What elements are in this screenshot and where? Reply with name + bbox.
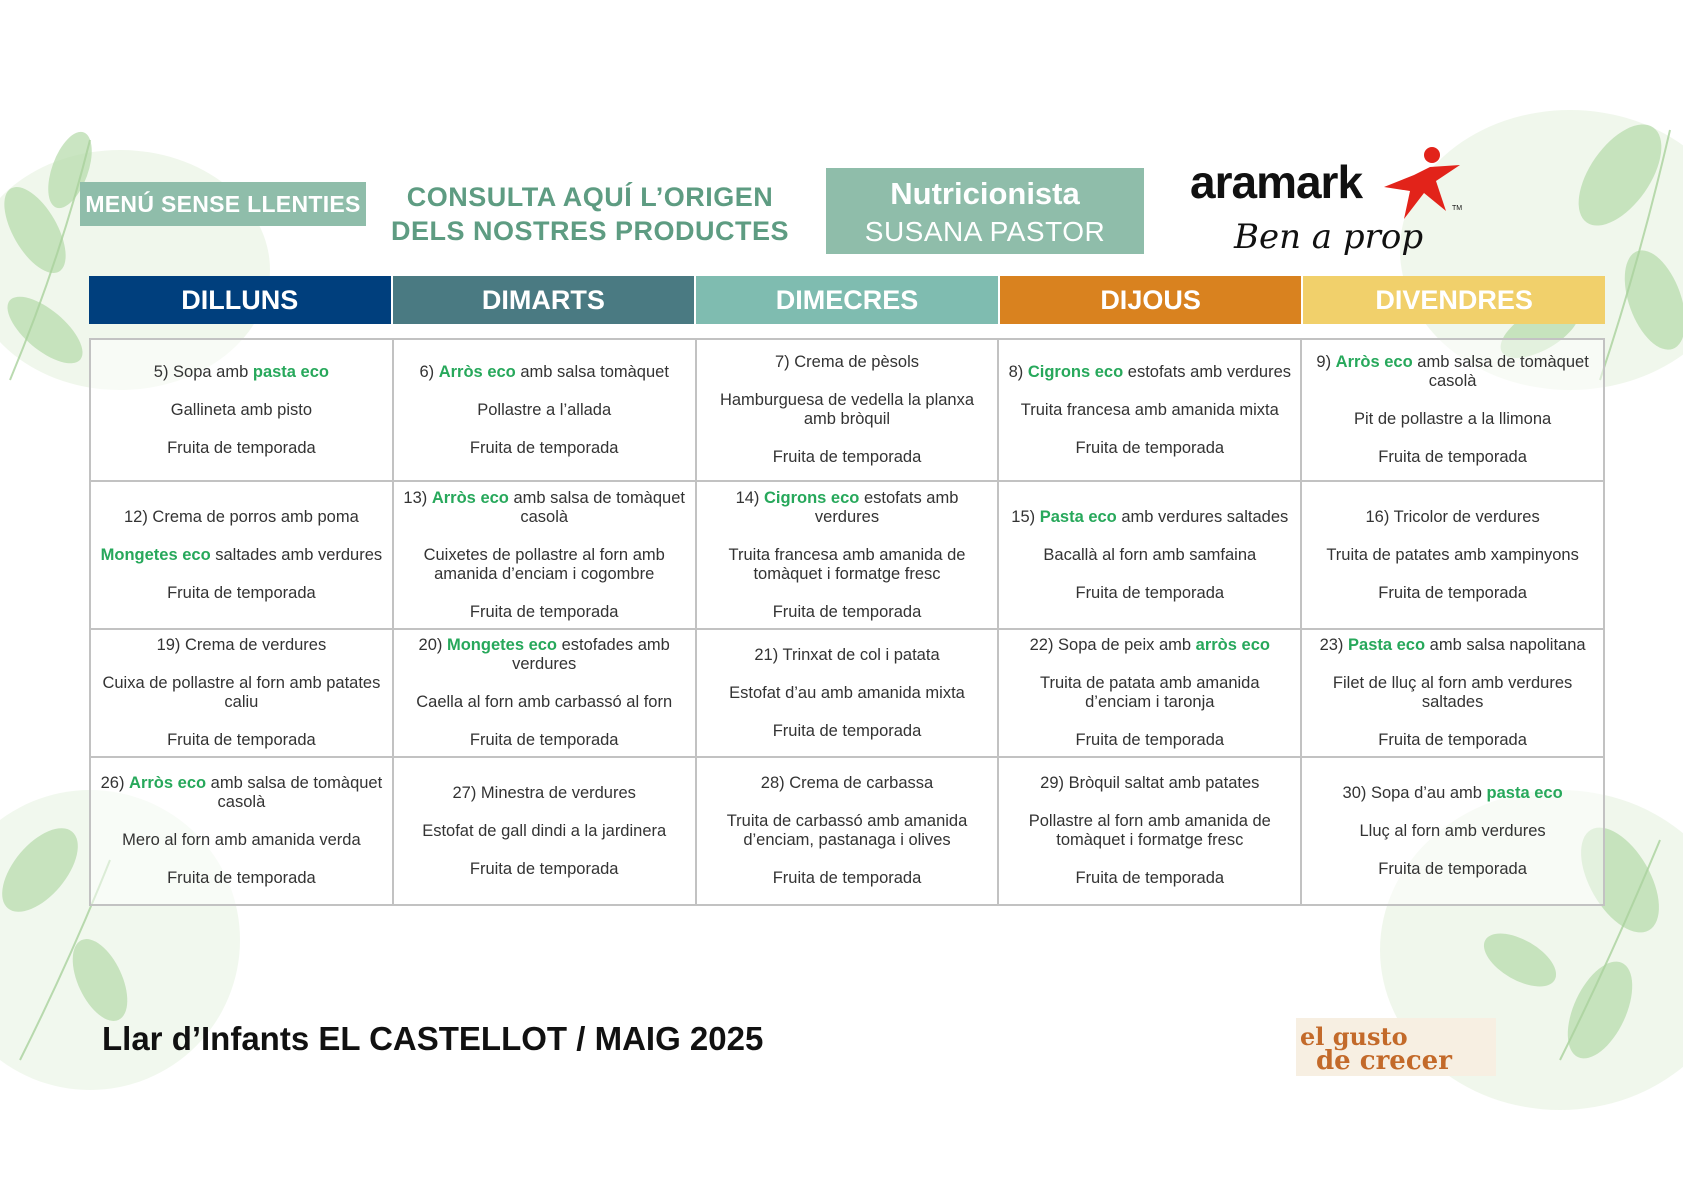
dish-text: estofades amb verdures — [512, 636, 670, 673]
menu-table — [89, 338, 1605, 906]
day-header-dilluns: DILLUNS — [89, 276, 391, 324]
gusto-de-crecer-logo — [1296, 1018, 1496, 1076]
dish-text: Bacallà al forn amb samfaina — [1043, 545, 1257, 564]
dish-line — [705, 869, 990, 888]
dish-text: 23) — [1319, 636, 1349, 654]
eco-ingredient: Arròs eco — [431, 488, 509, 507]
weekday-header — [89, 276, 1605, 324]
menu-day-cell — [393, 481, 696, 629]
dish-line — [705, 812, 990, 850]
gusto-logo-line-2: de crecer — [1316, 1046, 1452, 1076]
dish-line — [705, 391, 990, 429]
dish-line — [99, 439, 384, 458]
menu-day-cell — [393, 757, 696, 905]
menu-day-cell — [90, 629, 393, 757]
dish-line — [99, 401, 384, 420]
aramark-tagline: Ben a prop — [1234, 217, 1424, 257]
dish-text: Fruita de temporada — [469, 859, 619, 878]
week-row — [90, 481, 1604, 629]
dish-line — [1007, 584, 1292, 603]
product-origin-link[interactable] — [390, 180, 790, 248]
eco-ingredient: Arròs eco — [438, 362, 516, 381]
dish-line — [99, 731, 384, 750]
menu-day-cell — [1301, 629, 1604, 757]
dish-text: 21) Trinxat de col i patata — [754, 645, 940, 664]
dish-line — [402, 731, 687, 750]
dish-text: amb salsa napolitana — [1425, 636, 1586, 654]
dish-text: 5) Sopa amb — [153, 362, 253, 381]
dish-text: 26) — [100, 774, 130, 792]
eco-ingredient: Pasta eco — [1348, 636, 1426, 654]
star-figure-icon — [1374, 145, 1464, 225]
eco-ingredient: pasta eco — [252, 362, 329, 381]
dish-text: Cuixa de pollastre al forn amb patates caliu — [102, 674, 381, 711]
dish-text: Truita de patates amb xampinyons — [1326, 545, 1579, 564]
menu-day-cell — [998, 629, 1301, 757]
gusto-logo-line-1: el gusto — [1300, 1022, 1408, 1051]
dish-text: 16) Tricolor de verdures — [1365, 507, 1540, 526]
dish-text: Fruita de temporada — [772, 448, 922, 466]
dish-line — [1310, 860, 1595, 879]
dish-line — [402, 363, 687, 382]
dish-text: Pollastre a l’allada — [477, 400, 612, 419]
dish-line — [402, 784, 687, 803]
dish-text: Estofat d’au amb amanida mixta — [729, 683, 965, 702]
nutritionist-box — [826, 168, 1144, 254]
dish-text: amb salsa de tomàquet casolà — [206, 774, 383, 811]
dish-text: Fruita de temporada — [1378, 859, 1527, 878]
dish-line — [402, 636, 687, 674]
dish-text: Fruita de temporada — [469, 602, 619, 621]
dish-line — [1007, 546, 1292, 565]
dish-text: Fruita de temporada — [1378, 448, 1527, 466]
eco-ingredient: Cigrons eco — [764, 488, 860, 507]
dish-text: Mero al forn amb amanida verda — [122, 831, 361, 849]
week-row — [90, 339, 1604, 481]
eco-ingredient: Pasta eco — [1039, 507, 1117, 526]
dish-line — [1310, 674, 1595, 712]
dish-line — [99, 636, 384, 655]
dish-text: Gallineta amb pisto — [170, 400, 313, 419]
eco-ingredient: Arròs eco — [129, 774, 207, 792]
dish-text: Fruita de temporada — [772, 721, 922, 740]
dish-line — [402, 603, 687, 622]
dish-text: 7) Crema de pèsols — [775, 353, 919, 371]
dish-text: 12) Crema de porros amb poma — [124, 507, 359, 526]
menu-day-cell — [696, 339, 999, 481]
dish-text: 14) — [735, 488, 764, 507]
dish-text: 29) Bròquil saltat amb patates — [1040, 774, 1260, 792]
dish-line — [99, 546, 384, 565]
dish-line — [1007, 401, 1292, 420]
dish-text: Fruita de temporada — [1378, 731, 1527, 749]
dish-line — [402, 401, 687, 420]
day-header-dimarts: DIMARTS — [393, 276, 695, 324]
origin-line-1: CONSULTA AQUÍ L’ORIGEN — [406, 182, 774, 212]
dish-line — [1007, 812, 1292, 850]
menu-day-cell — [90, 481, 393, 629]
dish-line — [1310, 508, 1595, 527]
dish-line — [99, 774, 384, 812]
dish-line — [705, 546, 990, 584]
school-month-title: Llar d’Infants EL CASTELLOT / MAIG 2025 — [102, 1020, 764, 1057]
dish-text: Fruita de temporada — [1075, 583, 1225, 602]
dish-text: amb verdures saltades — [1116, 507, 1289, 526]
eco-ingredient: Mongetes eco — [446, 636, 558, 654]
dish-text: Estofat de gall dindi a la jardinera — [422, 821, 667, 840]
origin-line-2: DELS NOSTRES PRODUCTES — [390, 216, 790, 246]
dish-text: Filet de lluç al forn amb verdures saltades — [1332, 674, 1573, 711]
dish-text: Fruita de temporada — [167, 731, 316, 749]
dish-line — [1310, 410, 1595, 429]
dish-text: Hamburguesa de vedella la planxa amb bròquil — [719, 391, 975, 428]
dish-line — [705, 722, 990, 741]
dish-line — [99, 508, 384, 527]
eco-ingredient: pasta eco — [1486, 783, 1563, 802]
dish-text: Fruita de temporada — [167, 438, 316, 457]
day-header-dimecres: DIMECRES — [696, 276, 998, 324]
nutritionist-title: Nutricionista — [890, 176, 1080, 211]
dish-line — [705, 353, 990, 372]
dish-text: amb salsa de tomàquet casolà — [1412, 353, 1589, 390]
dish-line — [705, 774, 990, 793]
dish-text: 15) — [1011, 507, 1040, 526]
dish-line — [1310, 584, 1595, 603]
eco-ingredient: Mongetes eco — [100, 545, 211, 564]
dish-text: Fruita de temporada — [469, 731, 619, 749]
dish-line — [1310, 546, 1595, 565]
dish-text: Fruita de temporada — [1075, 438, 1225, 457]
dish-text: 28) Crema de carbassa — [760, 774, 934, 792]
dish-text: 19) Crema de verdures — [156, 636, 327, 654]
dish-text: Fruita de temporada — [1075, 731, 1225, 749]
dish-text: Truita de patata amb amanida d’enciam i taronja — [1040, 674, 1260, 711]
dish-line — [1007, 439, 1292, 458]
menu-day-cell — [90, 339, 393, 481]
dish-line — [1310, 636, 1595, 655]
dish-line — [1007, 674, 1292, 712]
dish-text: amb salsa de tomàquet casolà — [508, 488, 685, 526]
menu-day-cell — [90, 757, 393, 905]
dish-line — [402, 860, 687, 879]
dish-line — [402, 439, 687, 458]
dish-text: amb salsa tomàquet — [515, 362, 669, 381]
dish-line — [1310, 822, 1595, 841]
dish-text: Fruita de temporada — [1075, 869, 1225, 887]
dish-line — [99, 674, 384, 712]
dish-text: estofats amb verdures — [814, 488, 959, 526]
dish-text: 13) — [403, 488, 432, 507]
dish-line — [402, 489, 687, 527]
dish-text: Truita francesa amb amanida de tomàquet i formatge fresc — [728, 545, 966, 583]
dish-line — [705, 646, 990, 665]
menu-day-cell — [998, 481, 1301, 629]
dish-line — [705, 448, 990, 467]
dish-line — [1310, 353, 1595, 391]
dish-line — [1310, 731, 1595, 750]
week-row — [90, 629, 1604, 757]
eco-ingredient: arròs eco — [1195, 636, 1270, 654]
dish-line — [1007, 508, 1292, 527]
dish-line — [705, 684, 990, 703]
dish-line — [1007, 774, 1292, 793]
dish-text: Fruita de temporada — [1378, 583, 1527, 602]
nutritionist-name: SUSANA PASTOR — [864, 216, 1106, 247]
dish-text: 6) — [419, 362, 439, 381]
day-header-divendres: DIVENDRES — [1303, 276, 1605, 324]
dish-text: 22) Sopa de peix amb — [1029, 636, 1196, 654]
dish-text: saltades amb verdures — [210, 545, 383, 564]
dish-line — [1007, 869, 1292, 888]
dish-text: Pit de pollastre a la llimona — [1354, 410, 1552, 428]
dish-text: Cuixetes de pollastre al forn amb amanida d’enciam i cogombre — [423, 545, 665, 583]
dish-text: Truita francesa amb amanida mixta — [1020, 400, 1279, 419]
dish-line — [1310, 448, 1595, 467]
dish-line — [705, 603, 990, 622]
day-header-dijous: DIJOUS — [1000, 276, 1302, 324]
menu-day-cell — [1301, 339, 1604, 481]
dish-text: Fruita de temporada — [772, 869, 922, 887]
trademark-mark: TM — [1452, 205, 1463, 212]
dish-text: Lluç al forn amb verdures — [1359, 821, 1546, 840]
dish-line — [705, 489, 990, 527]
dish-line — [99, 869, 384, 888]
week-row — [90, 757, 1604, 905]
dish-text: Fruita de temporada — [167, 869, 316, 887]
dish-line — [1007, 731, 1292, 750]
menu-day-cell — [696, 481, 999, 629]
aramark-logo — [1190, 145, 1470, 265]
menu-day-cell — [998, 339, 1301, 481]
aramark-wordmark: aramark — [1190, 156, 1363, 208]
dish-line — [99, 363, 384, 382]
dish-text: Fruita de temporada — [469, 438, 619, 457]
menu-day-cell — [1301, 481, 1604, 629]
dish-text: Fruita de temporada — [772, 602, 922, 621]
dish-text: estofats amb verdures — [1123, 362, 1292, 381]
dish-text: 8) — [1008, 362, 1028, 381]
dish-line — [1310, 784, 1595, 803]
menu-day-cell — [696, 629, 999, 757]
eco-ingredient: Arròs eco — [1335, 353, 1413, 371]
dish-line — [402, 822, 687, 841]
menu-day-cell — [393, 339, 696, 481]
dish-text: Caella al forn amb carbassó al forn — [416, 693, 673, 711]
menu-type-badge: MENÚ SENSE LLENTIES — [80, 182, 366, 226]
dish-text: Pollastre al forn amb amanida de tomàquet i formatge fresc — [1028, 812, 1271, 849]
dish-line — [99, 831, 384, 850]
menu-day-cell — [393, 629, 696, 757]
dish-line — [402, 546, 687, 584]
dish-text: 27) Minestra de verdures — [452, 783, 636, 802]
dish-text: Fruita de temporada — [167, 583, 316, 602]
eco-ingredient: Cigrons eco — [1027, 362, 1124, 381]
dish-text: 30) Sopa d’au amb — [1342, 783, 1487, 802]
menu-day-cell — [1301, 757, 1604, 905]
dish-line — [1007, 636, 1292, 655]
dish-line — [1007, 363, 1292, 382]
menu-day-cell — [696, 757, 999, 905]
dish-text: 9) — [1316, 353, 1336, 371]
dish-line — [402, 693, 687, 712]
dish-text: 20) — [418, 636, 447, 654]
dish-text: Truita de carbassó amb amanida d’enciam, pastanaga i olives — [726, 812, 968, 849]
dish-line — [99, 584, 384, 603]
menu-day-cell — [998, 757, 1301, 905]
